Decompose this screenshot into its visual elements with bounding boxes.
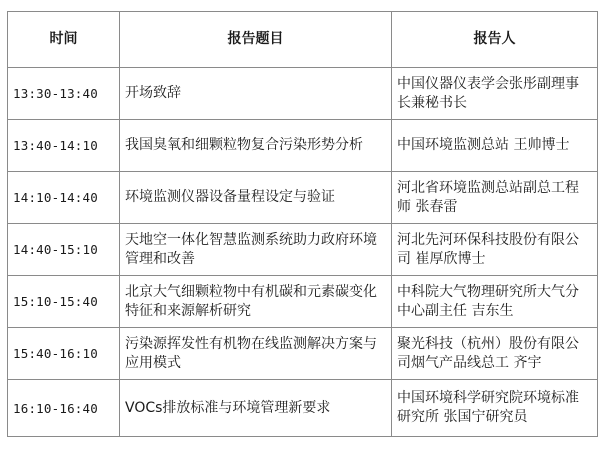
time-cell: 13:30-13:40 [8, 68, 120, 120]
speaker-cell: 中国环境科学研究院环境标准研究所 张国宁研究员 [392, 380, 598, 437]
topic-cell: 环境监测仪器设备量程设定与验证 [120, 172, 392, 224]
header-row [8, 12, 598, 68]
time-cell: 15:10-15:40 [8, 276, 120, 328]
header-topic: 报告题目 [120, 12, 392, 68]
header-speaker: 报告人 [392, 12, 598, 68]
time-cell: 13:40-14:10 [8, 120, 120, 172]
topic-cell: 我国臭氧和细颗粒物复合污染形势分析 [120, 120, 392, 172]
schedule-table [7, 11, 598, 437]
topic-cell: 污染源挥发性有机物在线监测解决方案与应用模式 [120, 328, 392, 380]
time-cell: 14:40-15:10 [8, 224, 120, 276]
topic-cell: VOCs排放标准与环境管理新要求 [120, 380, 392, 437]
time-cell: 16:10-16:40 [8, 380, 120, 437]
table-row [8, 68, 598, 120]
topic-cell: 天地空一体化智慧监测系统助力政府环境管理和改善 [120, 224, 392, 276]
topic-cell: 开场致辞 [120, 68, 392, 120]
speaker-cell: 河北省环境监测总站副总工程师 张春雷 [392, 172, 598, 224]
speaker-cell: 中国仪器仪表学会张彤副理事长兼秘书长 [392, 68, 598, 120]
speaker-cell: 聚光科技（杭州）股份有限公司烟气产品线总工 齐宇 [392, 328, 598, 380]
table-row [8, 276, 598, 328]
speaker-cell: 中科院大气物理研究所大气分中心副主任 吉东生 [392, 276, 598, 328]
table-row [8, 172, 598, 224]
header-time: 时间 [8, 12, 120, 68]
time-cell: 15:40-16:10 [8, 328, 120, 380]
table-row [8, 328, 598, 380]
topic-cell: 北京大气细颗粒物中有机碳和元素碳变化特征和来源解析研究 [120, 276, 392, 328]
table-row [8, 224, 598, 276]
table-row [8, 120, 598, 172]
table-row [8, 380, 598, 437]
time-cell: 14:10-14:40 [8, 172, 120, 224]
speaker-cell: 河北先河环保科技股份有限公司 崔厚欣博士 [392, 224, 598, 276]
speaker-cell: 中国环境监测总站 王帅博士 [392, 120, 598, 172]
